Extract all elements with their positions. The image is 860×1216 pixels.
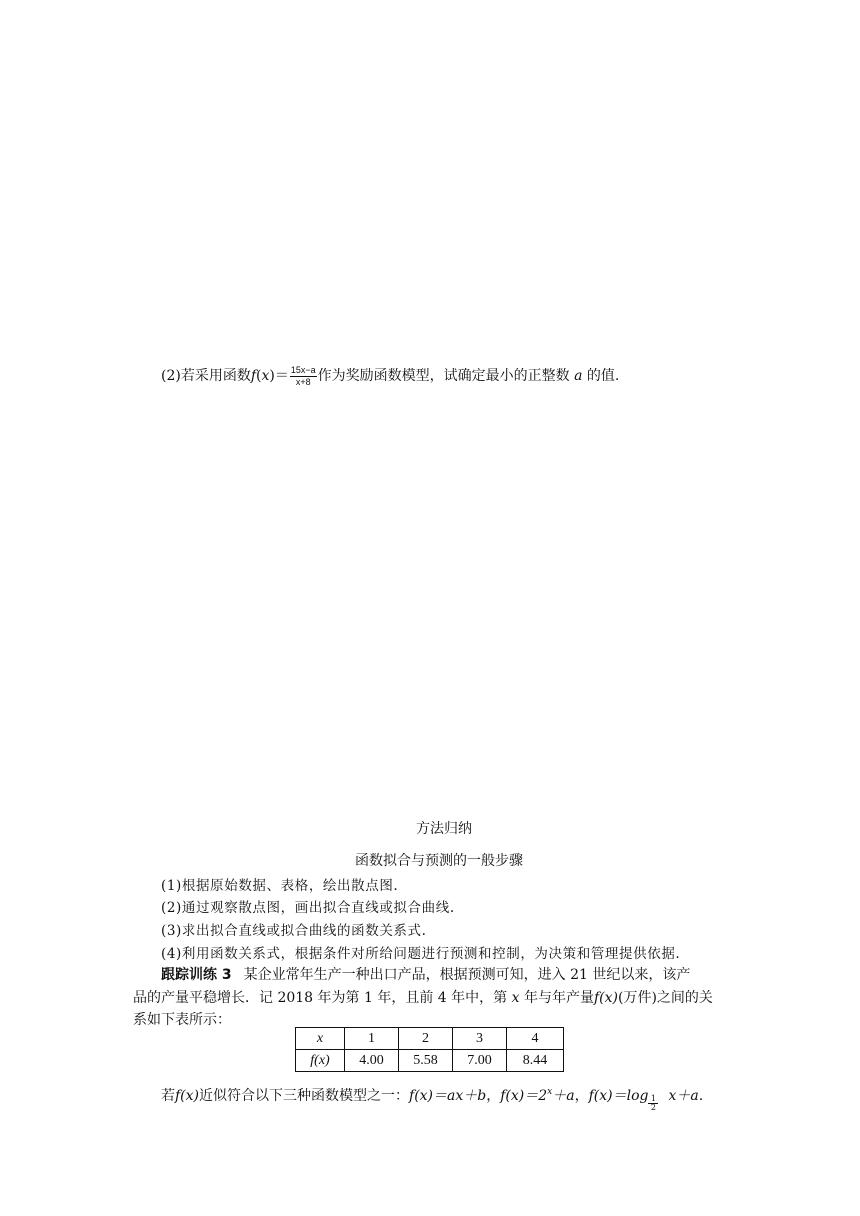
table-cell: 5.58 [399,1050,453,1072]
method-step-4: (4)利用函数关系式，根据条件对所给问题进行预测和控制，为决策和管理提供依据. [161,946,681,962]
method-step-3: (3)求出拟合直线或拟合曲线的函数关系式. [161,923,427,939]
models-intro-a: 若 [161,1088,175,1104]
exercise-text-2b: 年与年产量 [523,990,594,1006]
models-sep-1: ， [486,1088,501,1104]
fraction-numerator: 15x−a [290,364,316,375]
method-heading: 方法归纳 [416,821,472,837]
f-symbol: f [250,368,257,384]
models-sep-2: ， [574,1088,589,1104]
table-cell: 3 [453,1028,507,1050]
model-log-b: x＋a. [668,1088,704,1104]
exercise-line-3: 系如下表所示： [133,1012,231,1028]
data-table [295,1027,564,1072]
part2-suffix: 作为奖励函数模型，试确定最小的正整数 [317,368,570,384]
log-base-den: 2 [650,1103,657,1112]
x-symbol: x [261,368,270,384]
method-subheading: 函数拟合与预测的一般步骤 [355,853,523,869]
exercise-text-2c: (万件)之间的关 [617,990,713,1006]
table-cell: 4 [507,1028,564,1050]
models-intro-fx: f(x) [175,1088,200,1104]
exercise-text-1: 某企业常年生产一种出口产品，根据预测可知，进入 21 世纪以来，该产 [243,967,691,983]
exercise-fx-symbol: f(x) [593,990,618,1006]
method-step-1: (1)根据原始数据、表格，绘出散点图. [161,878,399,894]
table-cell: 1 [345,1028,399,1050]
fraction-denominator: x+8 [295,376,311,387]
question-part-2: (2)若采用函数f(x)＝ $\frac{15x-a}{x+8}$ 作为奖励函数模型，试确定最小的正整数 a 的值. [161,364,620,387]
table-header-x: x [296,1028,345,1050]
method-step-2: (2)通过观察散点图，画出拟合直线或拟合曲线. [161,900,455,916]
model-log-a: f(x)＝log [588,1088,649,1104]
model-exponential-a: f(x)＝2 [500,1088,548,1104]
table-cell: 4.00 [345,1050,399,1072]
models-intro-b: 近似符合以下三种函数模型之一： [199,1088,410,1104]
table-cell: 2 [399,1028,453,1050]
a-symbol: a [574,368,583,384]
table-cell: 8.44 [507,1050,564,1072]
table-cell: 7.00 [453,1050,507,1072]
exercise-label: 跟踪训练 3 [161,967,232,983]
exercise-x-symbol: x [511,990,520,1006]
log-base-num: 1 [648,1095,658,1104]
table-header-fx: f(x) [296,1050,345,1072]
model-exponential-exponent: x [547,1087,553,1097]
table-row [296,1028,564,1050]
exercise-line-1 [161,964,690,984]
part2-prefix: (2)若采用函数 [161,368,251,384]
model-linear: f(x)＝ax＋b [409,1088,487,1104]
part2-end: 的值. [586,368,620,384]
exercise-text-2a: 品的产量平稳增长．记 2018 年为第 1 年，且前 4 年中，第 [133,990,508,1006]
model-exponential-b: ＋a [552,1088,575,1104]
table-row [296,1050,564,1072]
models-line [161,1085,703,1112]
reward-fraction [290,366,317,387]
log-base-fraction [648,1095,658,1112]
exercise-line-2 [133,987,713,1007]
